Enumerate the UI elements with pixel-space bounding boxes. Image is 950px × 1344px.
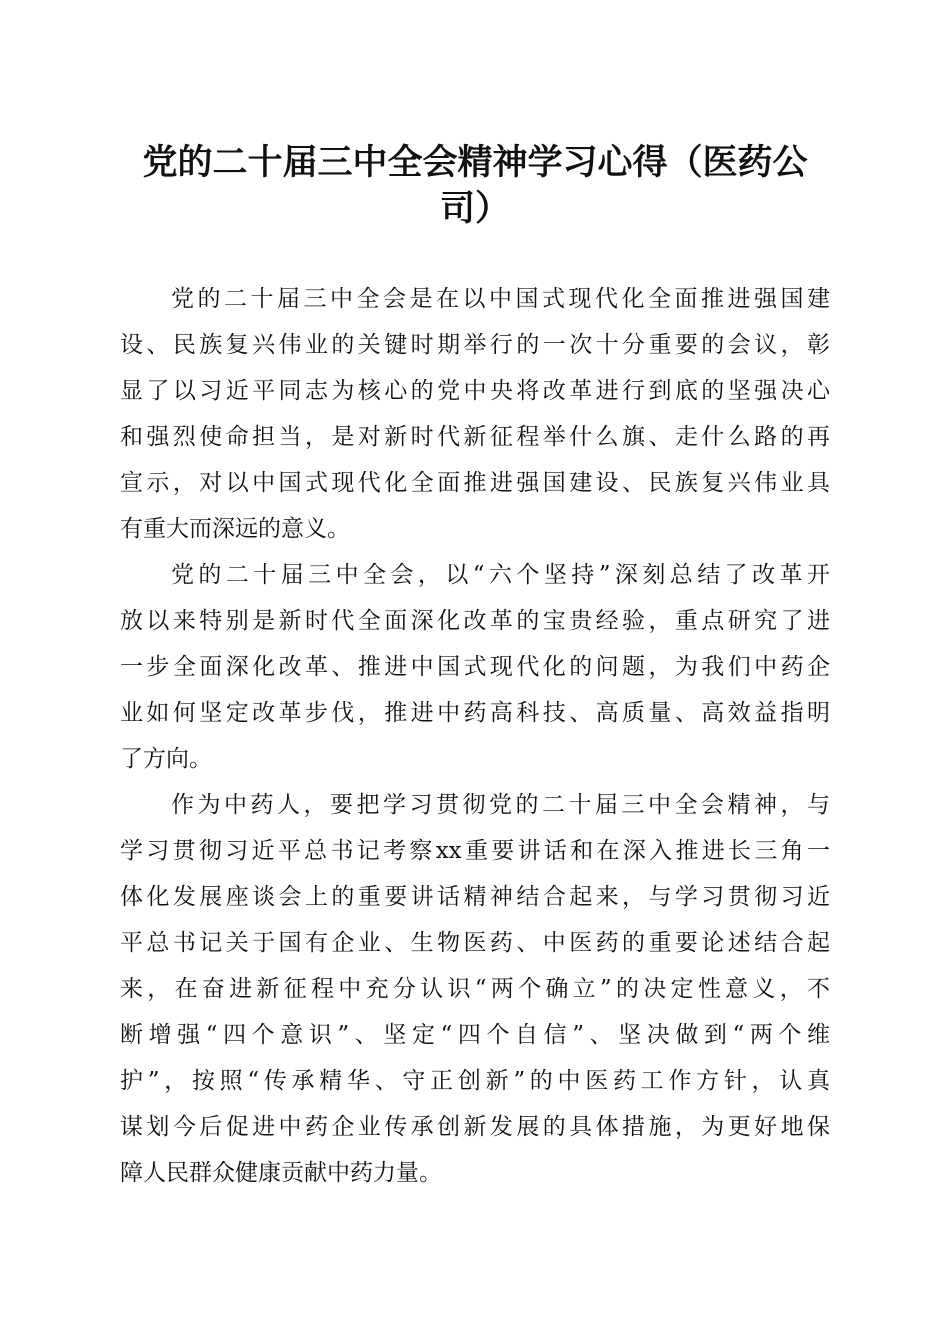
title-line: 党的二十届三中全会精神学习心得（医药公 bbox=[142, 142, 808, 183]
paragraph-line: 党的二十届三中全会，以“六个坚持”深刻总结了改革开 bbox=[171, 562, 830, 588]
page-title bbox=[120, 140, 830, 232]
paragraph-line: 来，在奋进新征程中充分认识“两个确立”的决定性意义，不 bbox=[120, 976, 830, 1002]
paragraph-2 bbox=[120, 552, 830, 782]
paragraph-3 bbox=[120, 782, 830, 1196]
paragraph-1 bbox=[120, 276, 830, 552]
paragraph-line: 障人民群众健康贡献中药力量。 bbox=[120, 1160, 442, 1186]
paragraph-line: 平总书记关于国有企业、生物医药、中医药的重要论述结合起 bbox=[120, 930, 830, 956]
paragraph-line: 谋划今后促进中药企业传承创新发展的具体措施，为更好地保 bbox=[120, 1114, 830, 1140]
paragraph-line: 放以来特别是新时代全面深化改革的宝贵经验，重点研究了进 bbox=[120, 608, 830, 634]
paragraph-line: 宣示，对以中国式现代化全面推进强国建设、民族复兴伟业具 bbox=[120, 470, 830, 496]
document-body bbox=[120, 276, 830, 1196]
paragraph-line: 显了以习近平同志为核心的党中央将改革进行到底的坚强决心 bbox=[120, 378, 830, 404]
paragraph-line: 学习贯彻习近平总书记考察xx重要讲话和在深入推进长三角一 bbox=[120, 838, 830, 864]
paragraph-line: 有重大而深远的意义。 bbox=[120, 516, 350, 542]
paragraph-line: 断增强“四个意识”、坚定“四个自信”、坚决做到“两个维 bbox=[120, 1022, 830, 1048]
paragraph-line: 业如何坚定改革步伐，推进中药高科技、高质量、高效益指明 bbox=[120, 700, 830, 726]
paragraph-line: 设、民族复兴伟业的关键时期举行的一次十分重要的会议，彰 bbox=[120, 332, 830, 358]
title-line: 司） bbox=[439, 188, 510, 229]
paragraph-line: 和强烈使命担当，是对新时代新征程举什么旗、走什么路的再 bbox=[120, 424, 830, 450]
paragraph-line: 党的二十届三中全会是在以中国式现代化全面推进强国建 bbox=[171, 286, 830, 312]
paragraph-line: 了方向。 bbox=[120, 746, 212, 772]
paragraph-line: 一步全面深化改革、推进中国式现代化的问题，为我们中药企 bbox=[120, 654, 830, 680]
paragraph-line: 作为中药人，要把学习贯彻党的二十届三中全会精神，与 bbox=[171, 792, 830, 818]
paragraph-line: 体化发展座谈会上的重要讲话精神结合起来，与学习贯彻习近 bbox=[120, 884, 830, 910]
paragraph-line: 护”，按照“传承精华、守正创新”的中医药工作方针，认真 bbox=[120, 1068, 830, 1094]
